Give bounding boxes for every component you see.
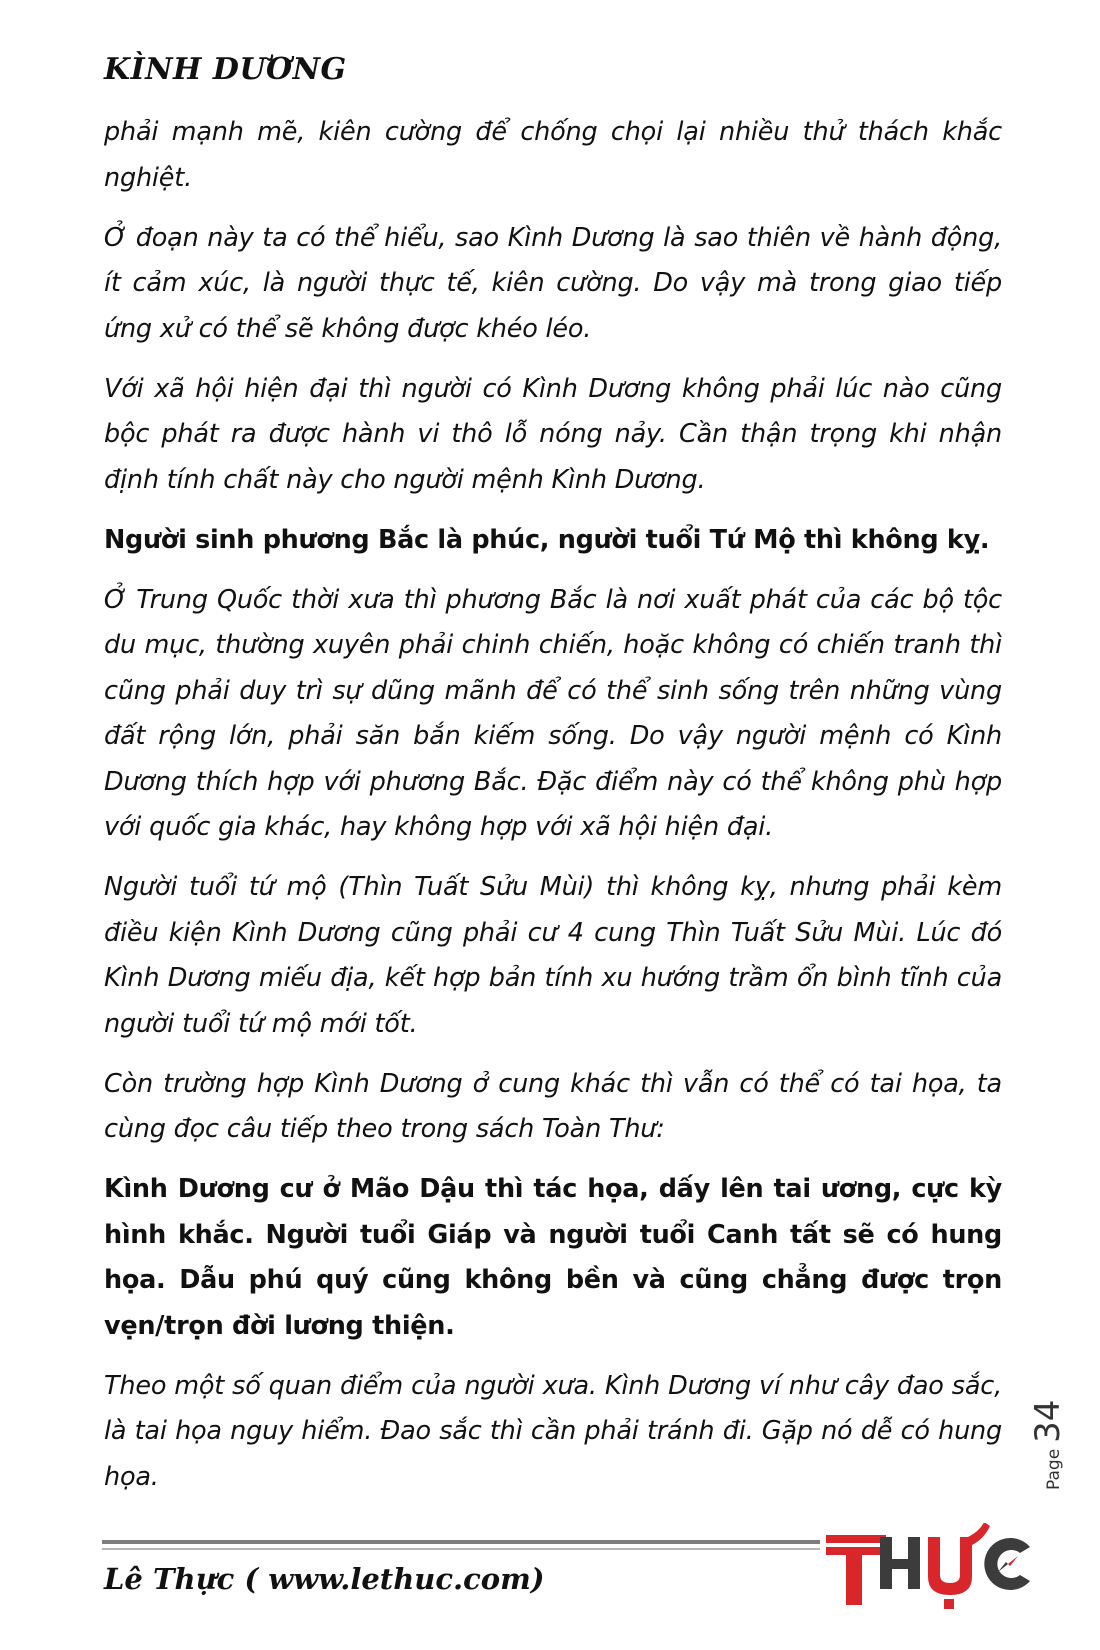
paragraph-1: phải mạnh mẽ, kiên cường để chống chọi lại nhiều thử thách khắc nghiệt.	[104, 117, 1002, 193]
paragraph-6: Còn trường hợp Kình Dương ở cung khác thì vẫn có thể có tai họa, ta cùng đọc câu tiếp theo trong sách Toàn Thư:	[104, 1068, 1002, 1144]
paragraph-4: Ở Trung Quốc thời xưa thì phương Bắc là nơi xuất phát của các bộ tộc du mục, thường xuyên phải chinh chiến, hoặc không có chiến tranh thì cũng phải duy trì sự dũng mãnh để có thể sinh sống trên những vùng đất rộng lớn, phải săn bắn kiếm sống. Do vậy người mệnh có Kình Dương thích hợp với phương Bắc. Đặc điểm này có thể không phù hợp với quốc gia khác, hay không hợp với xã hội hiện đại.	[104, 584, 1002, 842]
quote-heading-2: Kình Dương cư ở Mão Dậu thì tác họa, dấy lên tai ương, cực kỳ hình khắc. Người tuổi Giáp và người tuổi Canh tất sẽ có hung họa. Dẫu phú quý cũng không bền và cũng chẳng được trọn vẹn/trọn đời lương thiện.	[104, 1174, 1002, 1341]
page-body	[104, 110, 1002, 1515]
quote-heading-1: Người sinh phương Bắc là phúc, người tuổi Tứ Mộ thì không kỵ.	[104, 524, 990, 555]
footer-author-site: Lê Thực ( www.lethuc.com)	[104, 1562, 545, 1596]
page-number	[1028, 1400, 1068, 1490]
paragraph-5: Người tuổi tứ mộ (Thìn Tuất Sửu Mùi) thì không kỵ, nhưng phải kèm điều kiện Kình Dương cũng phải cư 4 cung Thìn Tuất Sửu Mùi. Lúc đó Kình Dương miếu địa, kết hợp bản tính xu hướng trầm ổn bình tĩnh của người tuổi tứ mộ mới tốt.	[104, 872, 1002, 1039]
page-number-value: 34	[1028, 1399, 1068, 1443]
paragraph-7: Theo một số quan điểm của người xưa. Kình Dương ví như cây đao sắc, là tai họa nguy hiểm. Đao sắc thì cần phải tránh đi. Gặp nó dễ có hung họa.	[104, 1370, 1002, 1492]
footer-rule-thin	[102, 1548, 820, 1550]
thuc-logo	[824, 1523, 1036, 1613]
page-label: Page	[1044, 1448, 1064, 1490]
paragraph-2: Ở đoạn này ta có thể hiểu, sao Kình Dương là sao thiên về hành động, ít cảm xúc, là người thực tế, kiên cường. Do vậy mà trong giao tiếp ứng xử có thể sẽ không được khéo léo.	[104, 222, 1002, 344]
page-header-title: KÌNH DƯƠNG	[104, 52, 347, 87]
paragraph-3: Với xã hội hiện đại thì người có Kình Dương không phải lúc nào cũng bộc phát ra được hành vi thô lỗ nóng nảy. Cần thận trọng khi nhận định tính chất này cho người mệnh Kình Dương.	[104, 373, 1002, 495]
footer-rule-thick	[102, 1540, 820, 1544]
